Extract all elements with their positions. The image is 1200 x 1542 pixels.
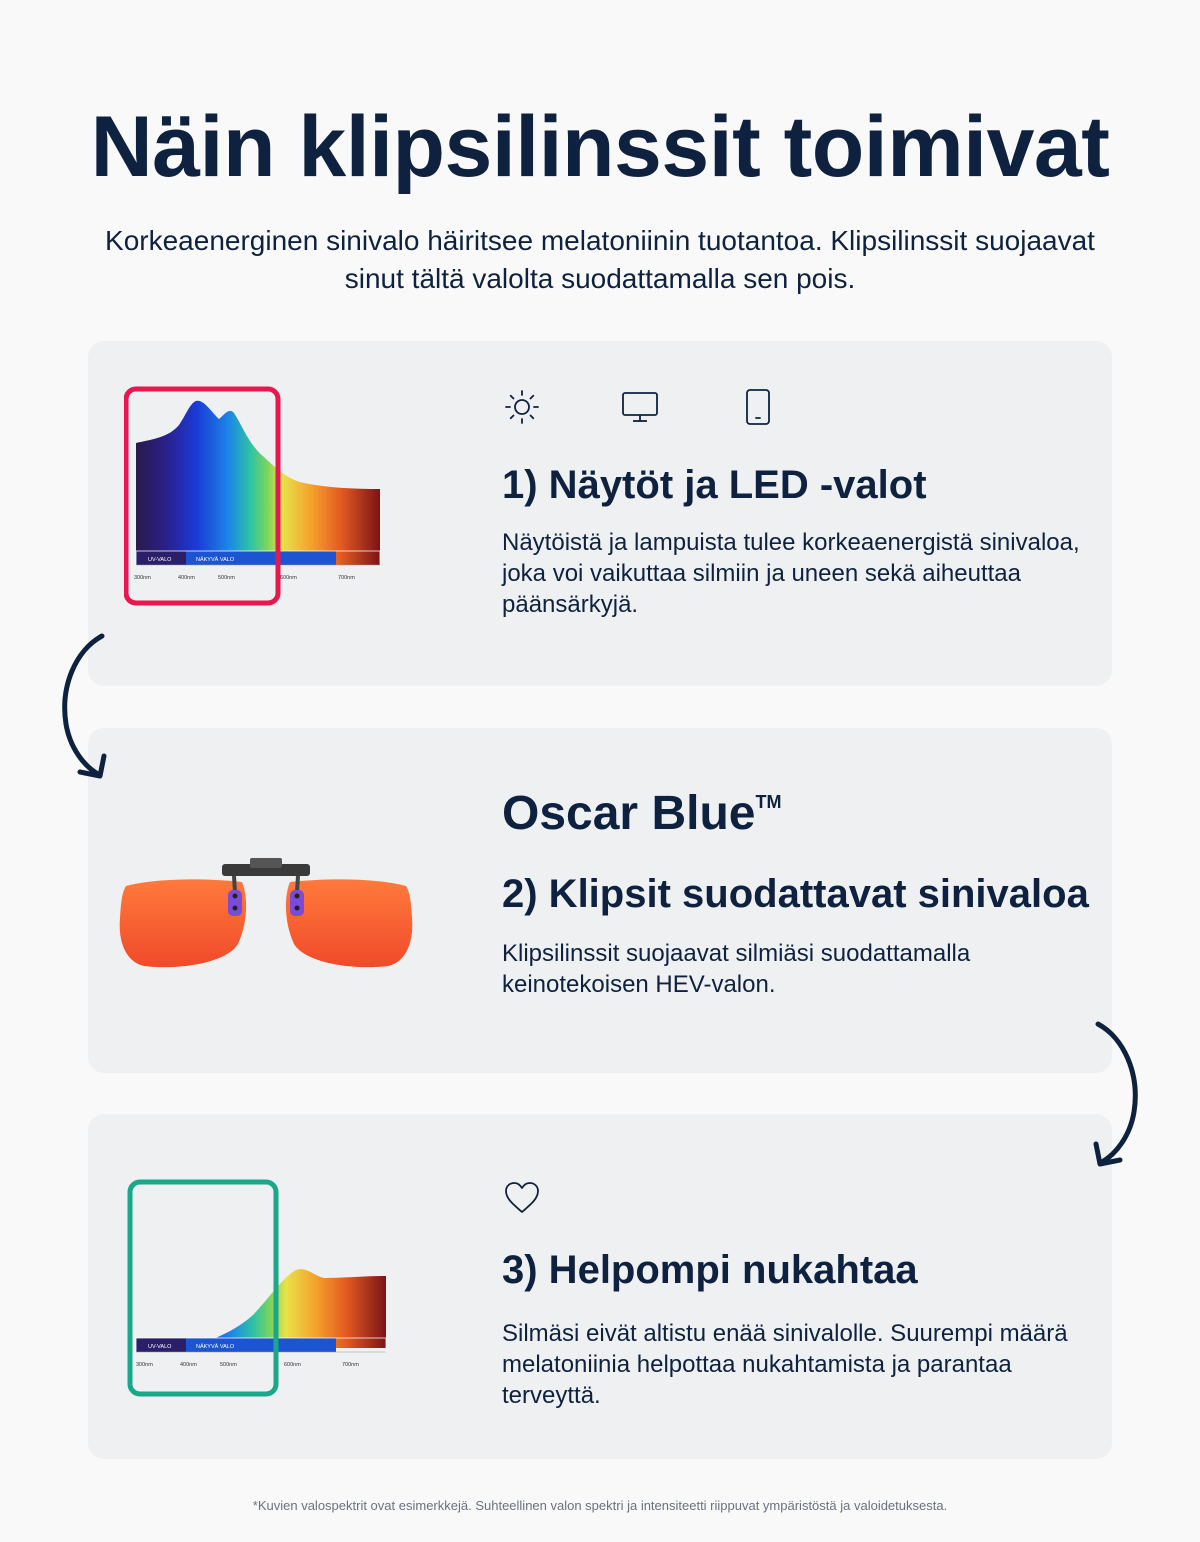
heart-icon xyxy=(502,1178,542,1218)
step1-body: Näytöistä ja lampuista tulee korkeaenergistä sinivaloa, joka voi vaikuttaa silmiin ja uneen sekä aiheuttaa päänsärkyjä. xyxy=(502,529,1080,618)
tick-600: 600nm xyxy=(280,575,297,581)
brand-logo: Oscar Blue™ xyxy=(502,787,782,840)
curved-arrow-down-right-icon xyxy=(1080,1016,1150,1172)
monitor-icon xyxy=(620,387,660,427)
tick-400: 400nm xyxy=(178,575,195,581)
tick-700: 700nm xyxy=(342,1362,359,1368)
wellbeing-icons xyxy=(502,1178,542,1218)
spectrum-curve xyxy=(136,401,380,565)
curved-arrow-down-left-icon xyxy=(50,628,120,784)
step2-heading: 2) Klipsit suodattavat sinivaloa xyxy=(502,872,1089,916)
step-card-sleep xyxy=(88,1114,1112,1459)
step2-body: Klipsilinssit suojaavat silmiäsi suodattamalla keinotekoisen HEV-valon. xyxy=(502,940,971,998)
left-lens xyxy=(120,879,246,967)
step3-body: Silmäsi eivät altistu enää sinivalolle. Suurempi määrä melatoniinia helpottaa nukahtamista ja parantaa terveyttä. xyxy=(502,1320,1068,1409)
tick-300: 300nm xyxy=(134,575,151,581)
step-card-screens xyxy=(88,341,1112,686)
tick-700: 700nm xyxy=(338,575,355,581)
filtered-spectrum-chart xyxy=(124,1178,404,1408)
visible-label: NÄKYVÄ VALO xyxy=(196,557,235,563)
page-title: Näin klipsilinssit toimivat xyxy=(90,99,1110,195)
step-card-clip-filter xyxy=(88,728,1112,1073)
tick-400: 400nm xyxy=(180,1362,197,1368)
uv-label: UV-VALO xyxy=(148,1344,172,1350)
phone-icon xyxy=(738,387,778,427)
sun-icon xyxy=(502,387,542,427)
clip-on-lenses-image xyxy=(116,852,416,972)
step3-heading: 3) Helpompi nukahtaa xyxy=(502,1248,918,1292)
spectrum-curve xyxy=(136,1269,386,1348)
tick-600: 600nm xyxy=(284,1362,301,1368)
light-source-icons xyxy=(502,387,778,427)
right-lens xyxy=(286,879,412,967)
page-subtitle: Korkeaenerginen sinivalo häiritsee melatoniinin tuotantoa. Klipsilinssit suojaavat sinut tältä valolta suodattamalla sen pois. xyxy=(105,225,1095,294)
visible-label: NÄKYVÄ VALO xyxy=(196,1344,235,1350)
step1-heading: 1) Näytöt ja LED -valot xyxy=(502,463,927,507)
tick-300: 300nm xyxy=(136,1362,153,1368)
tick-500: 500nm xyxy=(220,1362,237,1368)
full-spectrum-chart xyxy=(124,385,404,615)
tick-500: 500nm xyxy=(218,575,235,581)
footnote: *Kuvien valospektrit ovat esimerkkejä. Suhteellinen valon spektri ja intensiteetti riippuvat ympäristöstä ja valoidetuksesta. xyxy=(252,1498,948,1513)
uv-label: UV-VALO xyxy=(148,557,172,563)
